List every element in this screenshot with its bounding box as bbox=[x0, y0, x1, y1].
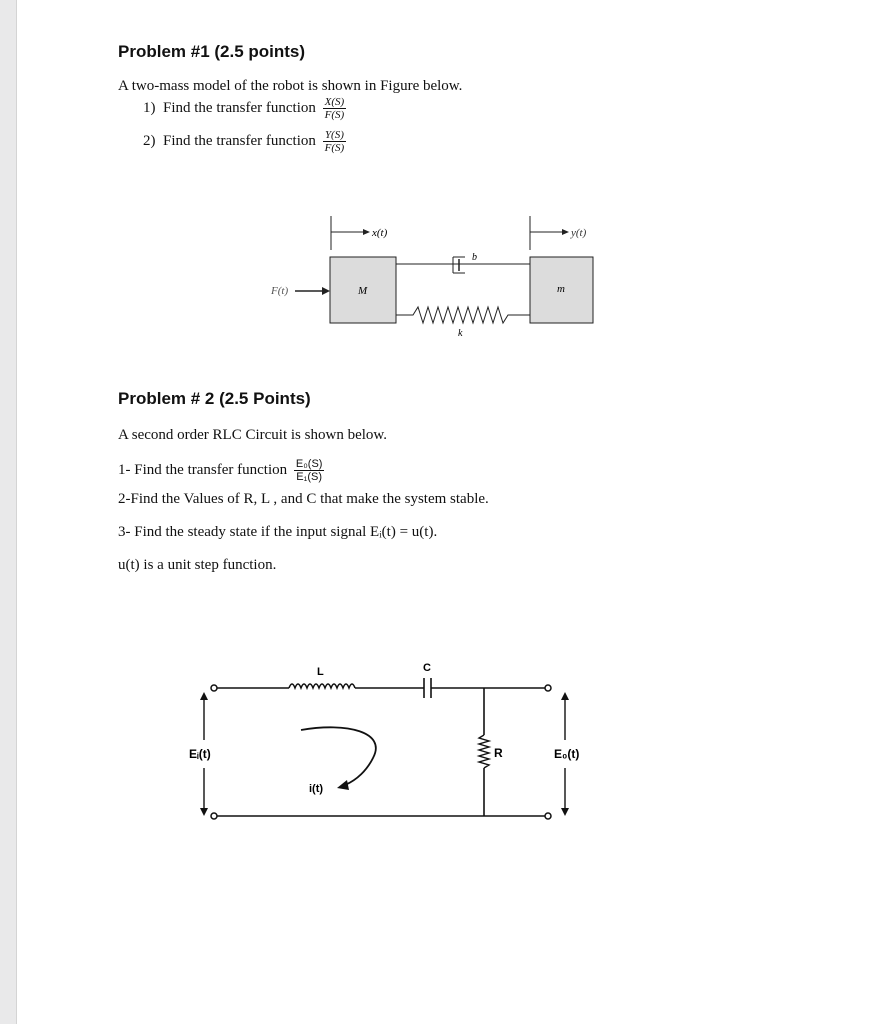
force-arrow-head bbox=[322, 287, 330, 295]
problem2-item3 bbox=[118, 524, 437, 541]
problem2-note bbox=[118, 557, 276, 574]
resistor bbox=[479, 735, 489, 768]
output-terminal-top bbox=[545, 685, 551, 691]
resistor-label: R bbox=[494, 746, 503, 760]
item2-text: Find the transfer function bbox=[163, 132, 316, 149]
problem2-item2: 2-Find the Values of R, L , and C that make the system stable. bbox=[118, 491, 489, 507]
problem2-intro: A second order RLC Circuit is shown below. bbox=[118, 427, 387, 443]
item1-denominator: F(S) bbox=[324, 109, 345, 121]
p2-note-math: u(t) bbox=[118, 557, 140, 573]
force-label: F(t) bbox=[271, 285, 289, 297]
p2-note-text: is a unit step function. bbox=[143, 557, 277, 573]
current-loop-arrow bbox=[301, 727, 376, 785]
p2-item1-denominator: E₁(S) bbox=[296, 471, 323, 483]
problem2-item1 bbox=[118, 458, 324, 483]
p2-item3-text: 3- Find the steady state if the input signal bbox=[118, 524, 367, 540]
input-voltage-label: Eᵢ(t) bbox=[189, 747, 211, 761]
p2-item1-fraction bbox=[294, 458, 325, 483]
spring-label: k bbox=[458, 328, 463, 339]
document-page bbox=[16, 0, 875, 1024]
damper bbox=[396, 257, 530, 273]
item1-text: Find the transfer function bbox=[163, 99, 316, 116]
left-margin-strip bbox=[0, 0, 16, 1024]
item2-fraction bbox=[323, 129, 347, 154]
item2-denominator: F(S) bbox=[324, 142, 345, 154]
rlc-circuit bbox=[17, 650, 875, 840]
p2-item1-numerator: E₀(S) bbox=[295, 458, 323, 470]
item1-fraction bbox=[323, 96, 347, 121]
problem1-heading: Problem #1 (2.5 points) bbox=[118, 42, 306, 61]
p2-item3-math: Eᵢ(t) = u(t). bbox=[370, 524, 438, 540]
input-terminal-top bbox=[211, 685, 217, 691]
problem1-item2 bbox=[143, 129, 346, 154]
inductor-label: L bbox=[317, 666, 324, 678]
y-arrow-head bbox=[562, 229, 569, 235]
problem1-intro: A two-mass model of the robot is shown in Figure below. bbox=[118, 78, 463, 94]
x-label: x(t) bbox=[372, 227, 388, 239]
x-arrow-head bbox=[363, 229, 370, 235]
problem2-heading: Problem # 2 (2.5 Points) bbox=[118, 389, 311, 408]
y-label: y(t) bbox=[571, 227, 587, 239]
output-voltage-label: E₀(t) bbox=[554, 747, 580, 761]
item1-numerator: X(S) bbox=[324, 96, 345, 108]
mass-m-label: m bbox=[557, 283, 565, 295]
output-terminal-bottom bbox=[545, 813, 551, 819]
problem1-item1 bbox=[143, 96, 346, 121]
p2-item1-text: 1- Find the transfer function bbox=[118, 461, 288, 478]
current-label: i(t) bbox=[309, 783, 324, 795]
item2-numerator: Y(S) bbox=[323, 129, 347, 142]
item2-number: 2) bbox=[143, 132, 156, 149]
two-mass-figure bbox=[17, 200, 875, 350]
current-arrow-head bbox=[337, 780, 349, 790]
mass-M-label: M bbox=[358, 285, 368, 297]
damper-label: b bbox=[472, 252, 477, 263]
capacitor-label: C bbox=[423, 662, 431, 674]
spring bbox=[396, 307, 530, 323]
item1-number: 1) bbox=[143, 99, 156, 116]
inductor bbox=[289, 684, 355, 688]
input-terminal-bottom bbox=[211, 813, 217, 819]
